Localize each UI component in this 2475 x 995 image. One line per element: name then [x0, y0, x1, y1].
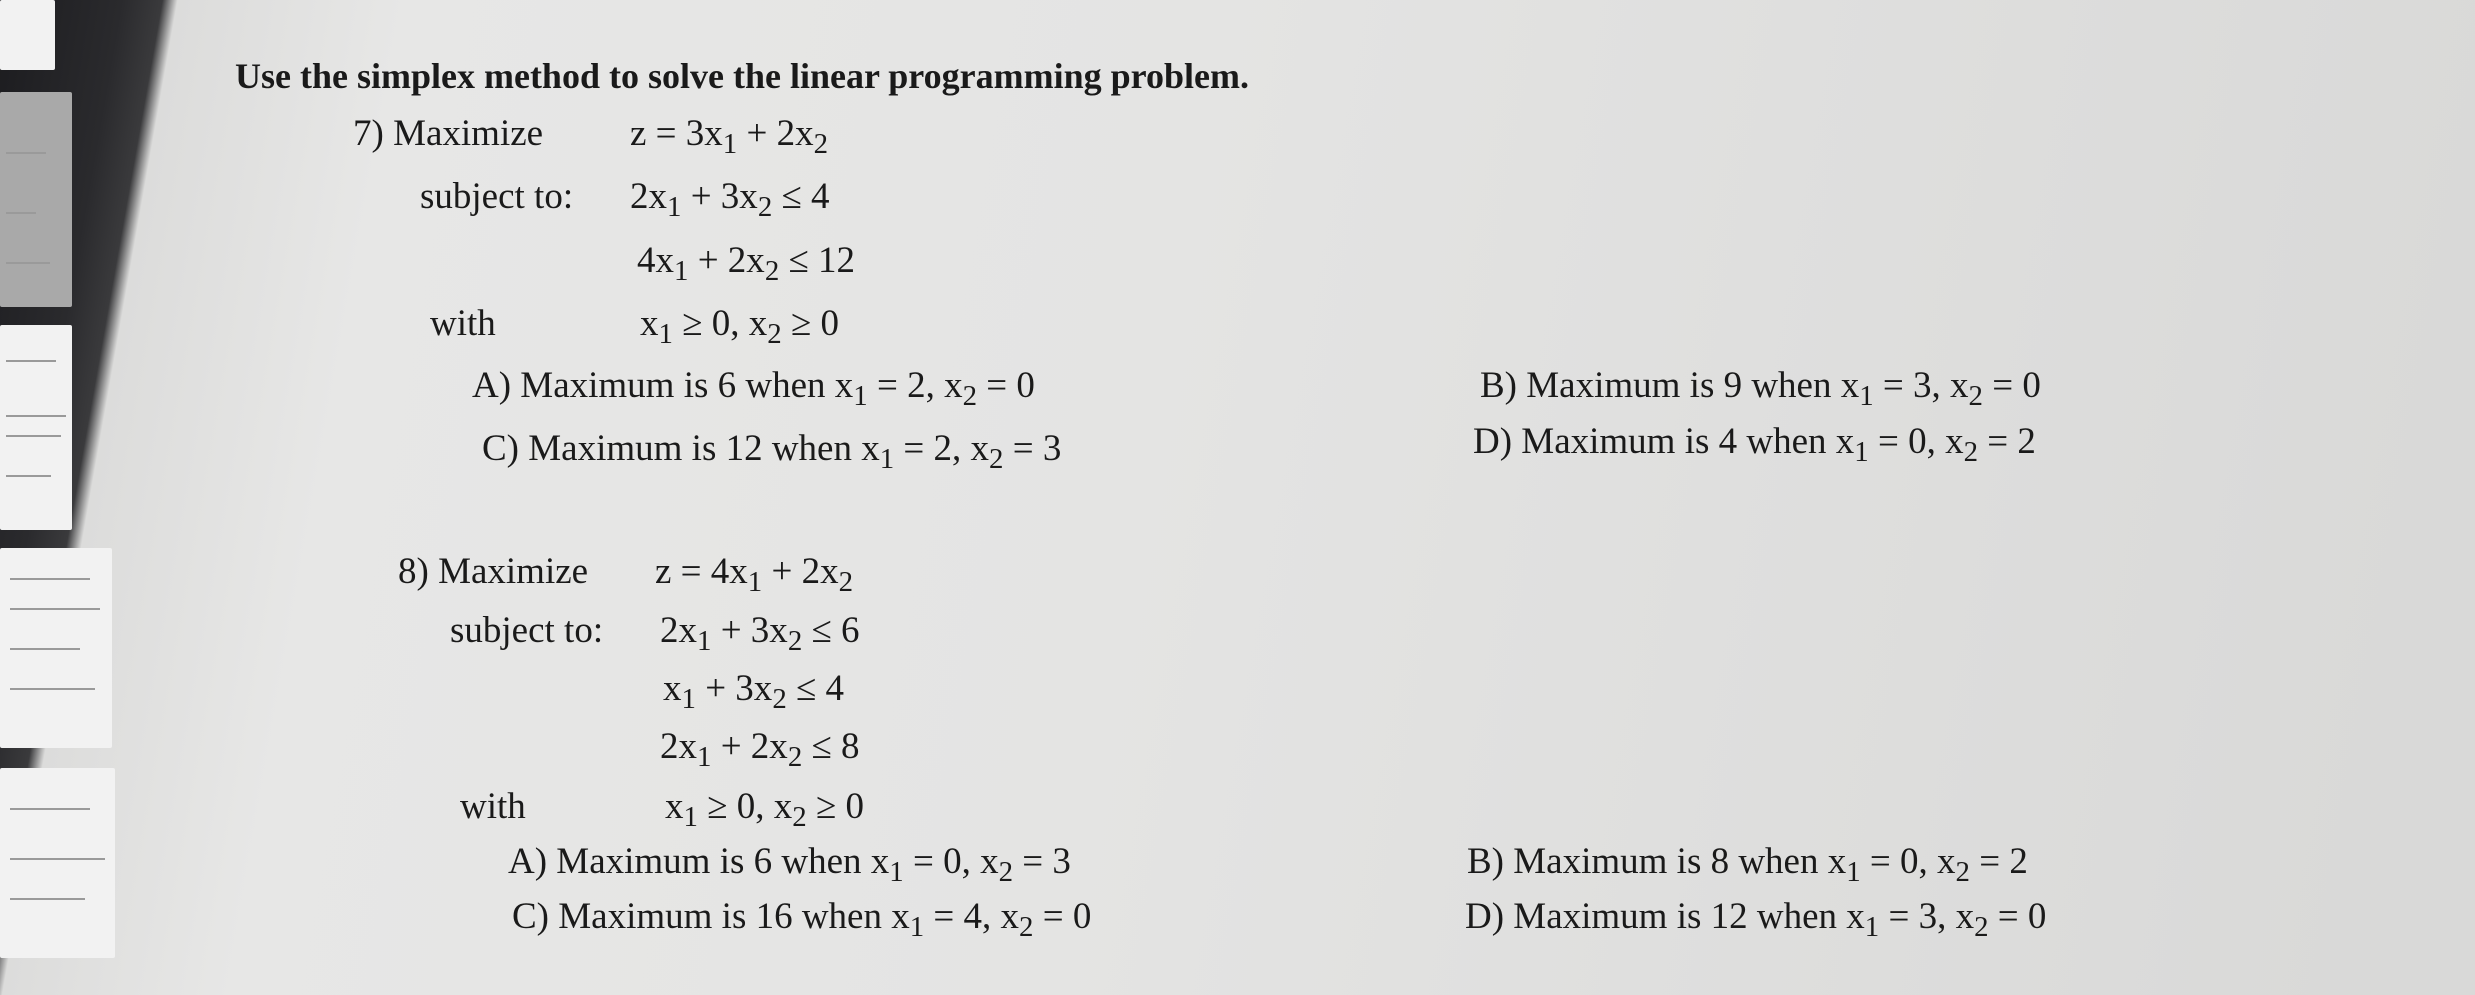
page-thumbnail-strip [0, 0, 175, 995]
problem-7-choice-d: D) Maximum is 4 when $x_1 = 0$, $x_2 = 2$ [1473, 421, 2036, 469]
problem-7-constraint: $4x_1 + 2x_2 \le 12$ [637, 240, 856, 288]
problem-8-choice-c: C) Maximum is 16 when $x_1 = 4$, $x_2 = 0$ [512, 896, 1092, 944]
problem-7-choice-b: B) Maximum is 9 when $x_1 = 3$, $x_2 = 0$ [1480, 365, 2041, 413]
problem-8-constraint: $x_1 + 3x_2 \le 4$ [663, 668, 845, 716]
problem-7-with-label: with [430, 303, 496, 344]
problem-7-constraint: $2x_1 + 3x_2 \le 4$ [630, 176, 830, 224]
problem-8-nonnegativity: $x_1 \ge 0$, $x_2 \ge 0$ [665, 786, 864, 834]
problem-7-choice-c: C) Maximum is 12 when $x_1 = 2$, $x_2 = 3$ [482, 428, 1062, 476]
problem-7-subject-label: subject to: [420, 176, 574, 217]
problem-8-subject-label: subject to: [450, 610, 604, 651]
problem-7-label: 7) Maximize [353, 113, 544, 154]
problem-8-with-label: with [460, 786, 526, 827]
problem-8-objective: $z = 4x_1 + 2x_2$ [655, 551, 854, 599]
problem-7-nonnegativity: $x_1 \ge 0$, $x_2 \ge 0$ [640, 303, 839, 351]
instructions-heading: Use the simplex method to solve the linear programming problem. [235, 56, 1249, 96]
problem-8-constraint: $2x_1 + 3x_2 \le 6$ [660, 610, 860, 658]
problem-7-choice-a: A) Maximum is 6 when $x_1 = 2$, $x_2 = 0$ [472, 365, 1035, 413]
page-thumbnail[interactable] [0, 548, 112, 748]
page-thumbnail[interactable] [0, 92, 72, 307]
problem-8-choice-a: A) Maximum is 6 when $x_1 = 0$, $x_2 = 3$ [508, 841, 1071, 889]
page-thumbnail[interactable] [0, 768, 115, 958]
problem-8-choice-d: D) Maximum is 12 when $x_1 = 3$, $x_2 = 0$ [1465, 896, 2047, 944]
problem-8-choice-b: B) Maximum is 8 when $x_1 = 0$, $x_2 = 2$ [1467, 841, 2028, 889]
page-thumbnail[interactable] [0, 325, 72, 530]
problem-8-constraint: $2x_1 + 2x_2 \le 8$ [660, 726, 860, 774]
problem-7-objective: $z = 3x_1 + 2x_2$ [630, 113, 829, 161]
problem-8-label: 8) Maximize [398, 551, 589, 592]
page-thumbnail[interactable] [0, 0, 55, 70]
document-page [175, 0, 2475, 995]
